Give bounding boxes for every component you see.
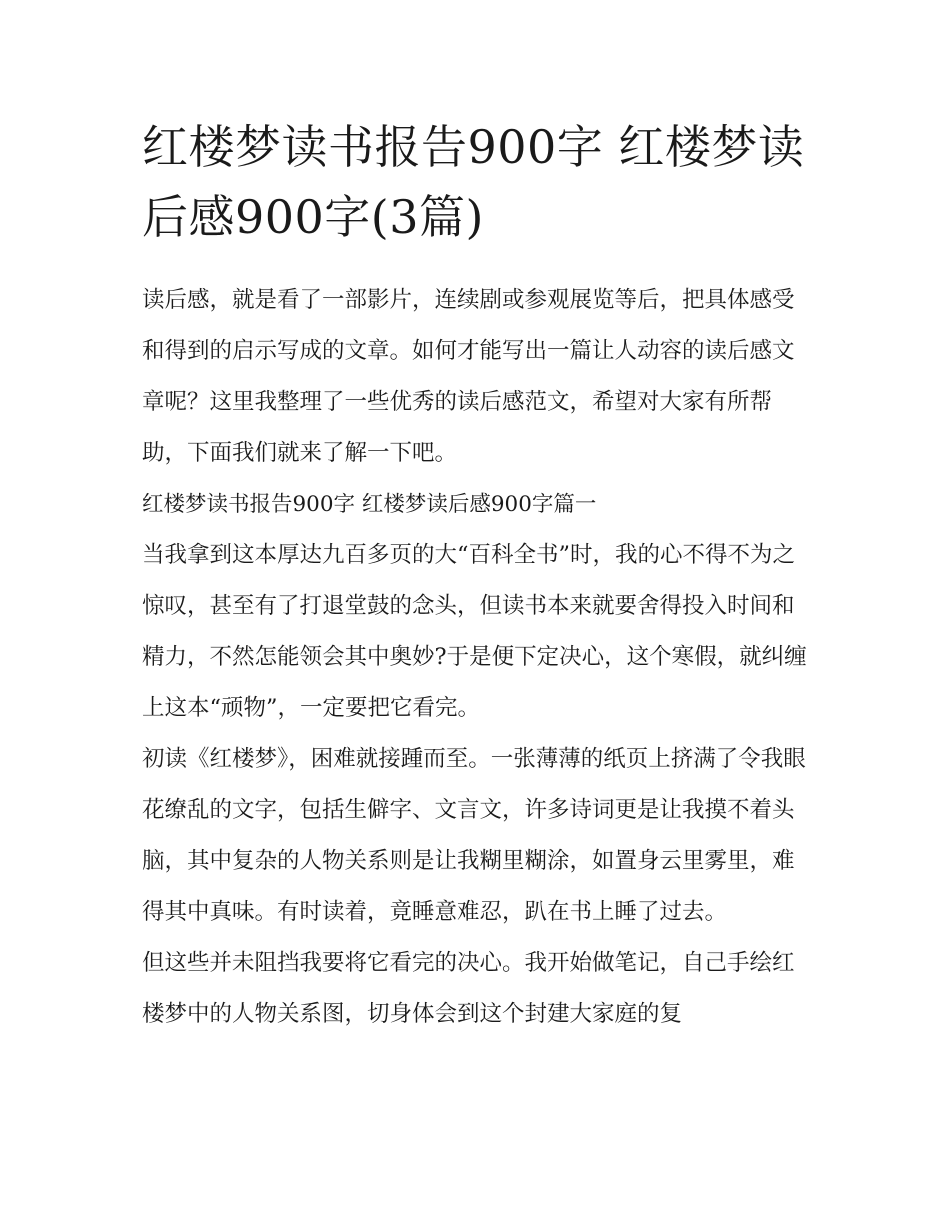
body-paragraph: 当我拿到这本厚达九百多页的大“百科全书”时，我的心不得不为之惊叹，甚至有了打退堂鼓的念头，但读书本来就要舍得投入时间和精力，不然怎能领会其中奥妙?于是便下定决心，这个寒假，就纠缠上这本“顽物”，一定要把它看完。 — [142, 542, 807, 721]
intro-paragraph: 读后感，就是看了一部影片，连续剧或参观展览等后，把具体感受和得到的启示写成的文章。如何才能写出一篇让人动容的读后感文章呢？这里我整理了一些优秀的读后感范文，希望对大家有所帮助，下面我们就来了解一下吧。 — [142, 287, 795, 466]
document-body — [142, 275, 814, 1040]
body-paragraph: 初读《红楼梦》，困难就接踵而至。一张薄薄的纸页上挤满了令我眼花缭乱的文字，包括生僻字、文言文，许多诗词更是让我摸不着头脑，其中复杂的人物关系则是让我糊里糊涂，如置身云里雾里，难得其中真味。有时读着，竟睡意难忍，趴在书上睡了过去。 — [142, 746, 806, 925]
body-paragraph: 但这些并未阻挡我要将它看完的决心。我开始做笔记，自己手绘红楼梦中的人物关系图，切身体会到这个封建大家庭的复 — [142, 950, 795, 1027]
section-heading: 红楼梦读书报告900字 红楼梦读后感900字篇一 — [142, 492, 597, 517]
document-title: 红楼梦读书报告900字 红楼梦读后感900字(3篇) — [142, 120, 805, 244]
